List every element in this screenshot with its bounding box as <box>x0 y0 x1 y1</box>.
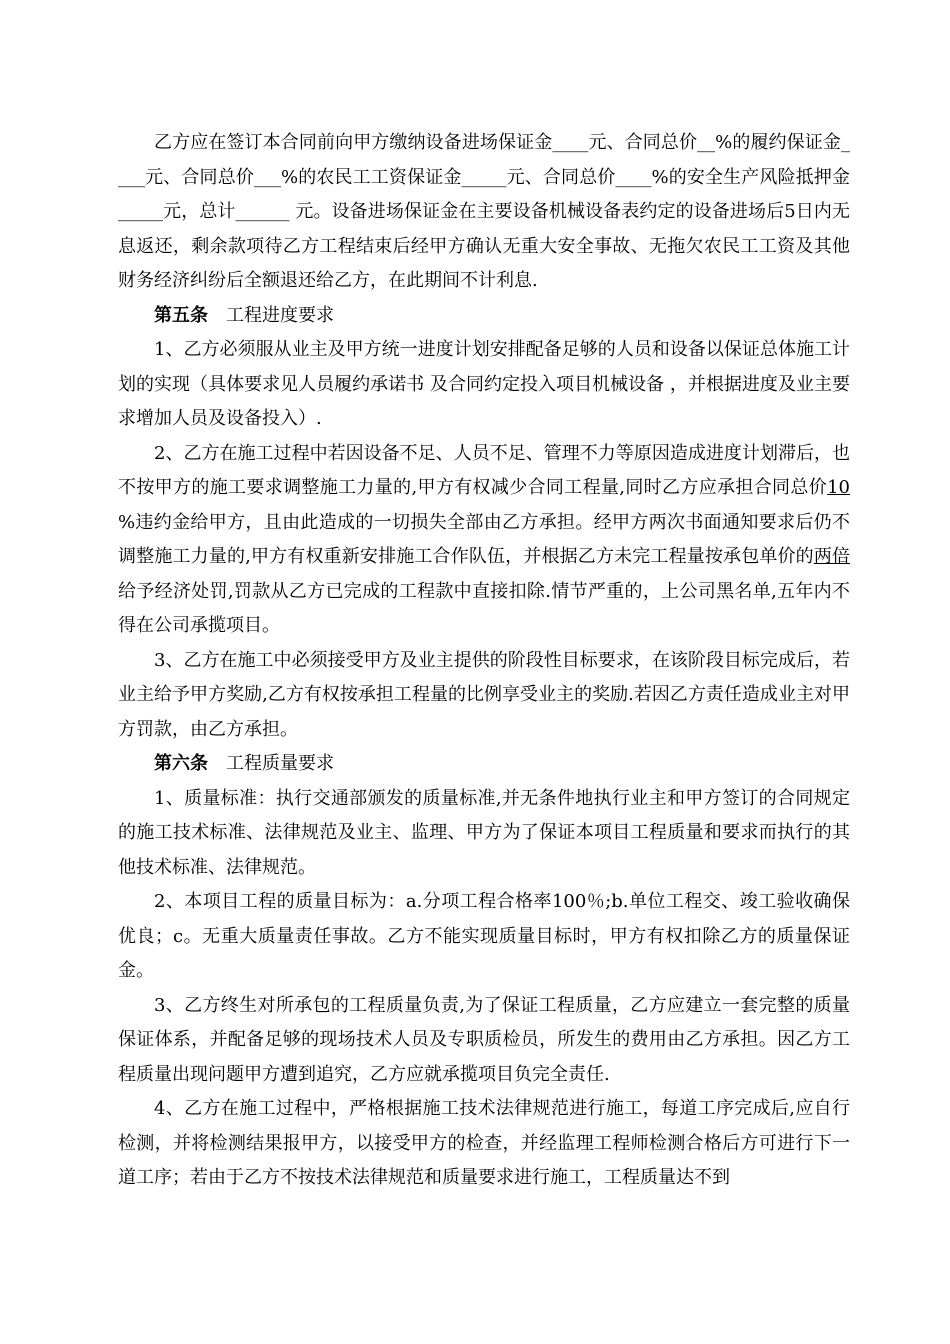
section-heading-5 <box>118 299 850 334</box>
paragraph-text: %违约金给甲方，且由此造成的一切损失全部由乙方承担。经甲方两次书面通知要求后仍不调整施工力量的,甲方有权重新安排施工合作队伍，并根据乙方未完工程量按承包单价的 <box>118 511 850 567</box>
paragraph-quality-1: 1、质量标准：执行交通部颁发的质量标准,并无条件地执行业主和甲方签订的合同规定的施工技术标准、法律规范及业主、监理、甲方为了保证本项目工程质量和要求而执行的其他技术标准、法律规范。 <box>118 787 850 878</box>
underlined-value: 10 <box>827 477 850 498</box>
section-number: 第六条 <box>154 753 208 774</box>
document-body <box>118 126 850 1196</box>
section-title: 工程进度要求 <box>226 304 334 326</box>
paragraph-text: 2、乙方在施工过程中若因设备不足、人员不足、管理不力等原因造成进度计划滞后，也不按甲方的施工要求调整施工力量的,甲方有权减少合同工程量,同时乙方应承担合同总价 <box>118 442 850 498</box>
paragraph-progress-1: 1、乙方必须服从业主及甲方统一进度计划安排配备足够的人员和设备以保证总体施工计划的实现（具体要求见人员履约承诺书 及合同约定投入项目机械设备 ，并根据进度及业主要求增加人员及设备投入）. <box>118 339 850 429</box>
paragraph-quality-2: 2、本项目工程的质量目标为：a.分项工程合格率100％;b.单位工程交、竣工验收确保优良；c。无重大质量责任事故。乙方不能实现质量目标时，甲方有权扣除乙方的质量保证金。 <box>118 891 850 981</box>
section-number: 第五条 <box>154 304 208 326</box>
paragraph-progress-3: 3、乙方在施工中必须接受甲方及业主提供的阶段性目标要求，在该阶段目标完成后，若业主给予甲方奖励,乙方有权按承担工程量的比例享受业主的奖励.若因乙方责任造成业主对甲方罚款，由乙方承担。 <box>118 649 850 740</box>
paragraph-deposit: 乙方应在签订本合同前向甲方缴纳设备进场保证金____元、合同总价__%的履约保证金____元、合同总价___%的农民工工资保证金_____元、合同总价____%的安全生产风险抵押金_____元，总计______ 元。设备进场保证金在主要设备机械设备表约定的设备进场后5日内无息返还，剩余款项待乙方工程结束后经甲方确认无重大安全事故、无拖欠农民工工资及其他财务经济纠纷后全额退还给乙方，在此期间不计利息. <box>118 132 850 291</box>
paragraph-text: 给予经济处罚,罚款从乙方已完成的工程款中直接扣除.情节严重的，上公司黑名单,五年内不得在公司承揽项目。 <box>118 580 850 636</box>
paragraph-quality-4: 4、乙方在施工过程中，严格根据施工技术法律规范进行施工，每道工序完成后,应自行检测，并将检测结果报甲方，以接受甲方的检查，并经监理工程师检测合格后方可进行下一道工序；若由于乙方不按技术法律规范和质量要求进行施工，工程质量达不到 <box>118 1098 850 1188</box>
section-heading-6 <box>118 747 850 782</box>
paragraph-progress-2 <box>118 437 850 644</box>
paragraph-quality-3: 3、乙方终生对所承包的工程质量负责,为了保证工程质量，乙方应建立一套完整的质量保证体系，并配备足够的现场技术人员及专职质检员，所发生的费用由乙方承担。因乙方工程质量出现问题甲方遭到追究，乙方应就承揽项目负完全责任. <box>118 994 850 1085</box>
section-title: 工程质量要求 <box>226 753 334 774</box>
underlined-value: 两倍 <box>813 546 851 567</box>
